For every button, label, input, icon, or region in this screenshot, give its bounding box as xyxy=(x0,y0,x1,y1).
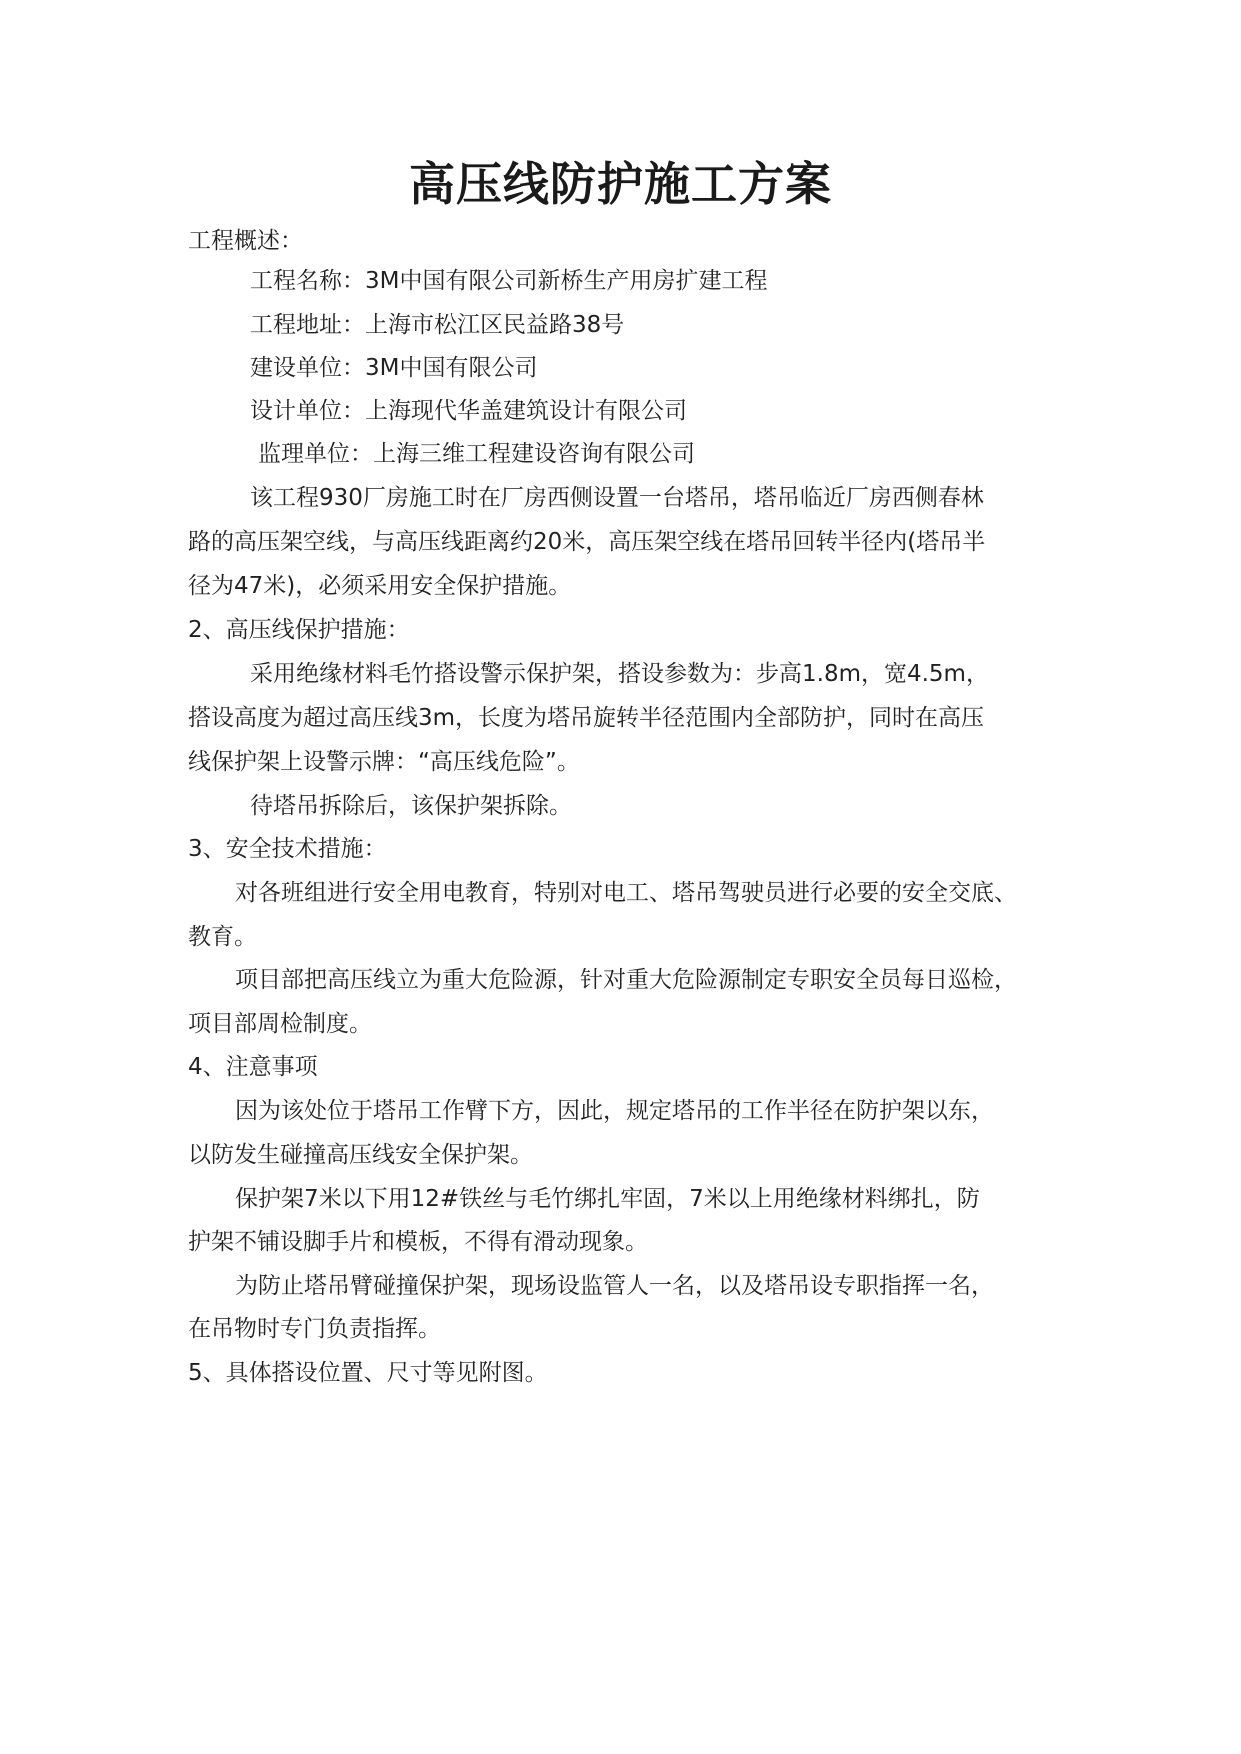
section-2-paragraph-line: 线保护架上设警示牌：“高压线危险”。 xyxy=(188,749,580,775)
section-4-heading: 4、注意事项 xyxy=(188,1054,318,1080)
section-4-paragraph-line: 因为该处位于塔吊工作臂下方，因此，规定塔吊的工作半径在防护架以东， xyxy=(235,1098,994,1124)
project-address: 工程地址：上海市松江区民益路38号 xyxy=(250,312,625,338)
page-title: 高压线防护施工方案 xyxy=(409,157,832,211)
overview-heading: 工程概述： xyxy=(188,228,303,254)
section-2-paragraph-line: 采用绝缘材料毛竹搭设警示保护架，搭设参数为：步高1.8m，宽4.5m， xyxy=(250,661,989,687)
section-4-paragraph-line: 以防发生碰撞高压线安全保护架。 xyxy=(188,1142,533,1168)
section-5-heading: 5、具体搭设位置、尺寸等见附图。 xyxy=(188,1360,548,1386)
overview-paragraph-line: 该工程930厂房施工时在厂房西侧设置一台塔吊，塔吊临近厂房西侧春林 xyxy=(250,485,984,511)
section-2-paragraph-line: 搭设高度为超过高压线3m，长度为塔吊旋转半径范围内全部防护，同时在高压 xyxy=(188,705,985,731)
section-2-paragraph: 待塔吊拆除后，该保护架拆除。 xyxy=(250,793,572,819)
section-4-paragraph-line: 在吊物时专门负责指挥。 xyxy=(188,1316,441,1342)
section-4-paragraph-line: 护架不铺设脚手片和模板，不得有滑动现象。 xyxy=(188,1229,648,1255)
section-4-paragraph-line: 保护架7米以下用12#铁丝与毛竹绑扎牢固，7米以上用绝缘材料绑扎，防 xyxy=(235,1186,980,1212)
construction-unit: 建设单位：3M中国有限公司 xyxy=(250,355,538,381)
section-3-paragraph-line: 对各班组进行安全用电教育，特别对电工、塔吊驾驶员进行必要的安全交底、 xyxy=(235,880,1017,906)
design-unit: 设计单位：上海现代华盖建筑设计有限公司 xyxy=(250,398,687,424)
overview-paragraph-line: 路的高压架空线，与高压线距离约20米，高压架空线在塔吊回转半径内(塔吊半 xyxy=(188,529,986,555)
section-3-paragraph-line: 项目部把高压线立为重大危险源，针对重大危险源制定专职安全员每日巡检， xyxy=(235,967,1017,993)
overview-paragraph-line: 径为47米)，必须采用安全保护措施。 xyxy=(188,573,572,599)
supervision-unit: 监理单位：上海三维工程建设咨询有限公司 xyxy=(258,441,695,467)
section-3-heading: 3、安全技术措施： xyxy=(188,836,387,862)
project-name: 工程名称：3M中国有限公司新桥生产用房扩建工程 xyxy=(250,268,768,294)
section-2-heading: 2、高压线保护措施： xyxy=(188,617,410,643)
section-4-paragraph-line: 为防止塔吊臂碰撞保护架，现场设监管人一名，以及塔吊设专职指挥一名， xyxy=(235,1273,994,1299)
section-3-paragraph-line: 教育。 xyxy=(188,924,257,950)
section-3-paragraph-line: 项目部周检制度。 xyxy=(188,1011,372,1037)
